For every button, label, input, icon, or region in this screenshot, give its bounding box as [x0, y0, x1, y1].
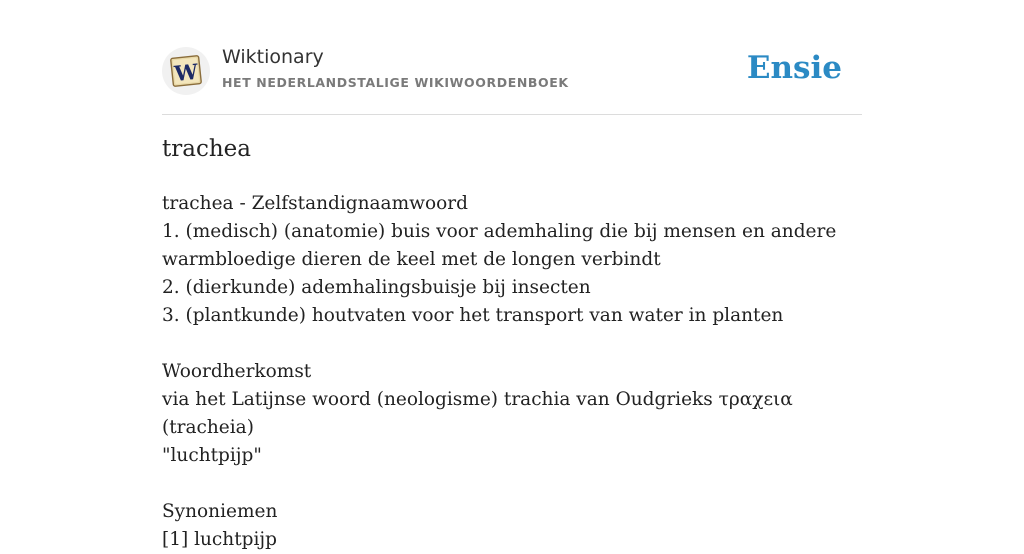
synonyms-heading: Synoniemen — [162, 501, 278, 522]
svg-text:W: W — [173, 58, 200, 87]
logo-tile-graphic — [168, 53, 204, 89]
site-header — [162, 46, 862, 115]
ensie-brand-link[interactable]: Ensie — [746, 50, 842, 86]
spacer — [162, 330, 852, 358]
definition-line: 2. (dierkunde) ademhalingsbuisje bij insecten — [162, 277, 591, 298]
entry-heading: trachea - Zelfstandignaamwoord — [162, 193, 468, 214]
site-tagline: HET NEDERLANDSTALIGE WIKIWOORDENBOEK — [222, 75, 569, 90]
definition-line: warmbloedige dieren de keel met de longen verbindt — [162, 249, 661, 270]
etymology-line: via het Latijnse woord (neologisme) trachia van Oudgrieks τραχεια (tracheia) — [162, 389, 793, 438]
definition-line: 3. (plantkunde) houtvaten voor het transport van water in planten — [162, 305, 784, 326]
etymology-heading: Woordherkomst — [162, 361, 312, 382]
definition-line: 1. (medisch) (anatomie) buis voor ademhaling die bij mensen en andere — [162, 221, 837, 242]
wiktionary-logo-icon[interactable] — [162, 47, 210, 95]
page-title: trachea — [162, 136, 251, 162]
entry-content — [162, 190, 852, 554]
site-name[interactable]: Wiktionary — [222, 46, 324, 68]
etymology-line: "luchtpijp" — [162, 445, 262, 466]
spacer — [162, 470, 852, 498]
synonym-line: [1] luchtpijp — [162, 529, 277, 550]
